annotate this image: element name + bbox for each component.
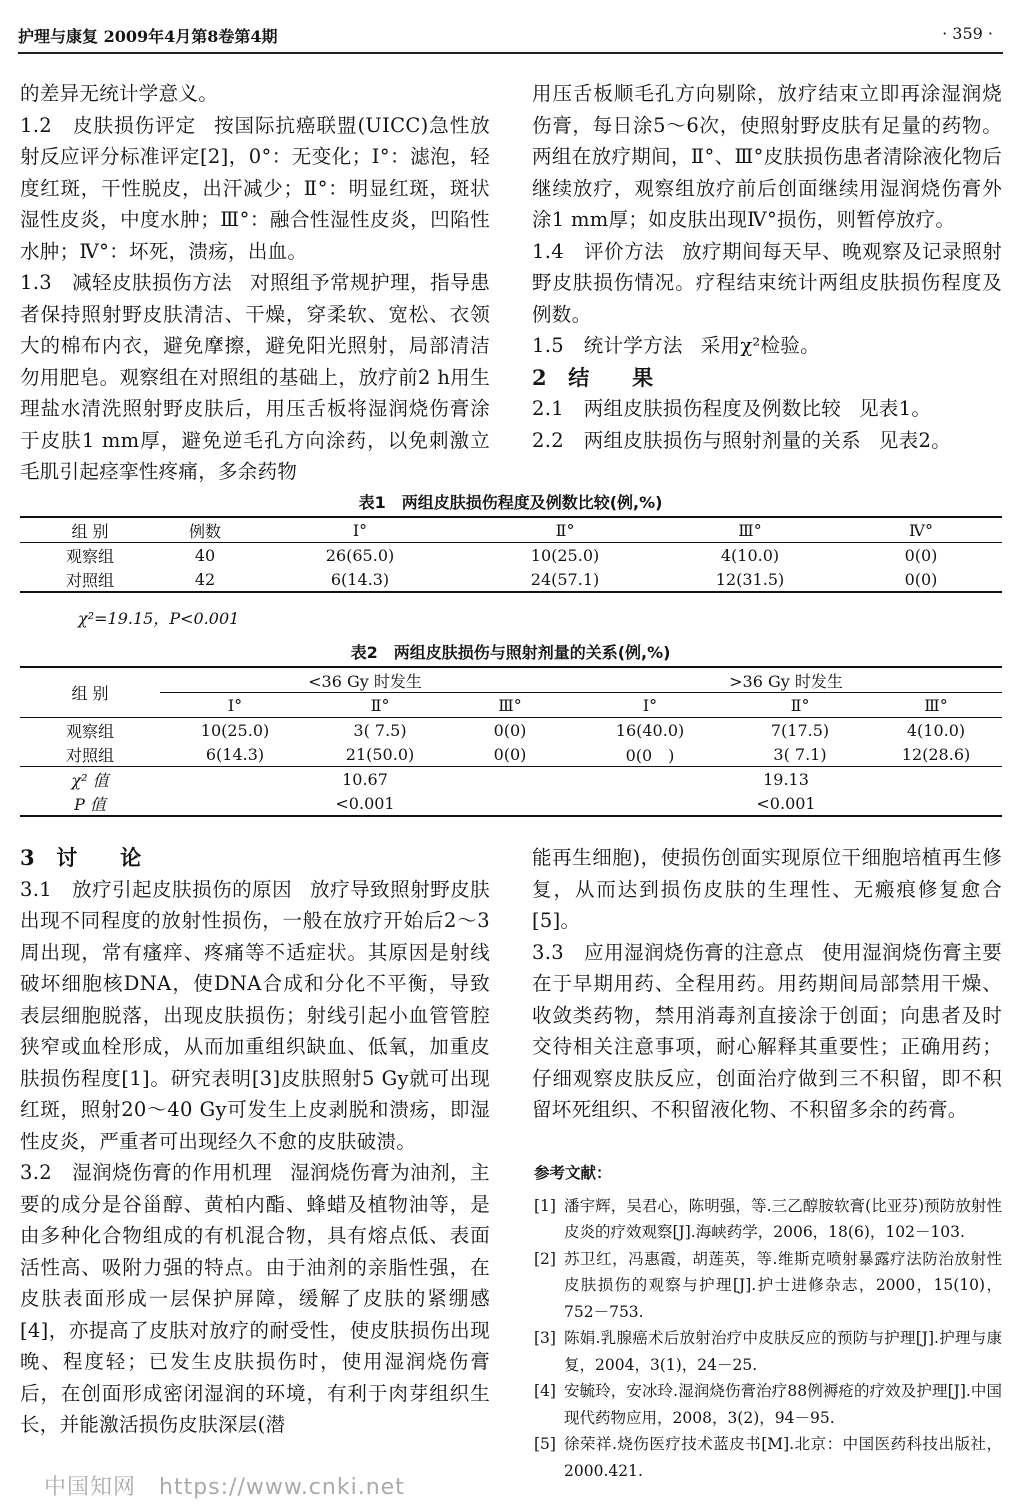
subsection-heading: 3.2 湿润烧伤膏的作用机理 — [20, 1161, 273, 1184]
section-2-2 — [532, 425, 1002, 457]
section-1-3 — [20, 267, 490, 488]
paragraph-body: 对照组予常规护理，指导患者保持照射野皮肤清洁、干燥，穿柔软、宽松、衣领大的棉布内衣，避免摩擦，避免阳光照射，局部清洁勿用肥皂。观察组在对照组的基础上，放疗前2 h用生理盐水清洗照射野皮肤后，用压舌板将湿润烧伤膏涂于皮肤1 mm厚，避免逆毛孔方向涂药，以免刺激立毛肌引起痉挛性疼痛，多余药物 — [20, 271, 490, 483]
right-column-bottom — [532, 842, 1002, 1126]
table-cell: 10(25.0) — [530, 545, 600, 565]
column-header: Ⅰ° — [227, 695, 243, 715]
paragraph-body: 采用χ²检验。 — [700, 334, 820, 357]
table-row — [20, 567, 1002, 592]
table-header-row — [20, 517, 1002, 543]
column-header: Ⅲ° — [498, 695, 522, 715]
table-cell: 24(57.1) — [530, 569, 600, 589]
reference-number: [5] — [534, 1435, 556, 1453]
table-cell: χ² 值 — [71, 770, 109, 790]
column-group-header: >36 Gy 时发生 — [570, 667, 1002, 693]
reference-text: 潘宇辉，吴君心，陈明强，等.三乙醇胺软膏(比亚芬)预防放射性皮炎的疗效观察[J].海峡药学，2006，18(6)，102－103. — [564, 1196, 1002, 1241]
table-1-note: χ²=19.15，P<0.001 — [78, 609, 240, 628]
table-cell: 21(50.0) — [345, 744, 415, 764]
watermark: 中国知网 https://www.cnki.net — [44, 1475, 405, 1500]
column-header: Ⅱ° — [370, 695, 390, 715]
table-2-caption: 表2 两组皮肤损伤与照射剂量的关系(例,%) — [350, 643, 671, 662]
column-header: 例数 — [188, 521, 221, 541]
references-heading: 参考文献： — [534, 1164, 612, 1182]
table-cell: 0(0 ) — [625, 745, 675, 765]
journal-title: 护理与康复 2009年4月第8卷第4期 — [18, 27, 278, 46]
reference-text: 安毓玲，安冰玲.湿润烧伤膏治疗88例褥疮的疗效及护理[J].中国现代药物应用，2008，3(2)，94－95. — [564, 1382, 1002, 1427]
paragraph-body: 使用湿润烧伤膏主要在于早期用药、全程用药。用药期间局部禁用干燥、收敛类药物，禁用消毒剂直接涂于创面；向患者及时交待相关注意事项，耐心解释其重要性；正确用药；仔细观察皮肤反应，创面治疗做到三不积留，即不积留坏死组织、不积留液化物、不积留多余的药膏。 — [532, 940, 1003, 1121]
subsection-heading: 1.5 统计学方法 — [532, 334, 683, 357]
subsection-heading: 1.3 减轻皮肤损伤方法 — [20, 271, 233, 294]
column-header: Ⅲ° — [924, 695, 948, 715]
column-header: Ⅱ° — [555, 520, 575, 540]
section-heading: 2 结 果 — [532, 364, 654, 390]
table-cell: 对照组 — [65, 745, 114, 765]
table-cell: 42 — [194, 569, 216, 589]
table-cell: 12(28.6) — [901, 744, 971, 764]
section-3-1 — [20, 874, 490, 1158]
paragraph-body: 湿润烧伤膏为油剂，主要的成分是谷甾醇、黄柏内酯、蜂蜡及植物油等，是由多种化合物组成的有机混合物，具有熔点低、表面活性高、吸附力强的特点。由于油剂的亲脂性强，在皮肤表面形成一层保护屏障，缓解了皮肤的紧绷感[4]，亦提高了皮肤对放疗的耐受性，使皮肤损伤出现晚、程度轻；已发生皮肤损伤时，使用湿润烧伤膏后，在创面形成密闭湿润的环境，有利于肉芽组织生长，并能激活损伤皮肤深层(潜 — [20, 1161, 490, 1436]
left-column-bottom — [20, 842, 490, 1441]
running-head — [18, 18, 1003, 54]
table-1-caption: 表1 两组皮肤损伤程度及例数比较(例,%) — [358, 493, 663, 512]
table-cell: 4(10.0) — [720, 545, 780, 565]
section-3-2 — [20, 1157, 490, 1441]
subsection-heading: 1.2 皮肤损伤评定 — [20, 113, 197, 137]
table-cell: <0.001 — [335, 793, 395, 813]
section-2-1 — [532, 393, 1002, 425]
paragraph-body: 按国际抗癌联盟(UICC)急性放射反应评分标准评定[2]，0°：无变化；Ⅰ°：滤泡，轻度红斑，干性脱皮，出汗减少；Ⅱ°：明显红斑，斑状湿性皮炎，中度水肿；Ⅲ°：融合性湿性皮炎，凹陷性水肿；Ⅳ°：坏死，溃疡，出血。 — [20, 113, 490, 263]
reference-text: 陈娟.乳腺癌术后放射治疗中皮肤反应的预防与护理[J].护理与康复，2004，3(1)，24－25. — [564, 1329, 1002, 1374]
table-1 — [20, 516, 1002, 593]
paragraph-body: 见表2。 — [878, 428, 952, 452]
left-column-top — [20, 78, 490, 488]
paragraph: 能再生细胞)，使损伤创面实现原位干细胞培植再生修复，从而达到损伤皮肤的生理性、无瘢痕修复愈合[5]。 — [532, 846, 1002, 932]
reference-item — [534, 1325, 1002, 1378]
column-header: 组 别 — [20, 667, 160, 718]
table-cell: 观察组 — [65, 721, 114, 741]
table-cell: 19.13 — [763, 769, 809, 789]
section-1-5 — [532, 330, 1002, 362]
section-1-4 — [532, 236, 1002, 331]
table-row — [20, 742, 1002, 767]
table-cell: 10(25.0) — [200, 720, 270, 740]
table-cell: 12(31.5) — [715, 569, 785, 589]
paragraph-body: 放疗期间每天早、晚观察及记录照射野皮肤损伤情况。疗程结束统计两组皮肤损伤程度及例数。 — [532, 239, 1002, 326]
table-row — [20, 543, 1002, 568]
table-row — [20, 718, 1002, 743]
section-3-3 — [532, 937, 1002, 1126]
reference-number: [2] — [534, 1249, 556, 1268]
column-header: Ⅱ° — [790, 695, 810, 715]
right-column-top — [532, 78, 1002, 456]
subsection-heading: 1.4 评价方法 — [532, 239, 665, 263]
table-cell: 6(14.3) — [205, 744, 265, 764]
table-cell: 4(10.0) — [906, 720, 966, 740]
column-header: Ⅰ° — [642, 695, 658, 715]
table-cell: 16(40.0) — [615, 720, 685, 740]
table-cell: P 值 — [74, 794, 106, 814]
reference-text: 徐荣祥.烧伤医疗技术蓝皮书[M].北京：中国医药科技出版社，2000.421. — [564, 1435, 1002, 1480]
subsection-heading: 2.2 两组皮肤损伤与照射剂量的关系 — [532, 428, 861, 452]
table-cell: 10.67 — [342, 769, 388, 789]
table-cell: 观察组 — [65, 546, 114, 566]
reference-item — [534, 1246, 1002, 1326]
reference-item — [534, 1378, 1002, 1431]
table-cell: 40 — [194, 545, 216, 565]
paragraph-body: 见表1。 — [859, 397, 932, 420]
subsection-heading: 2.1 两组皮肤损伤程度及例数比较 — [532, 397, 842, 420]
paragraph-body: 放疗导致照射野皮肤出现不同程度的放射性损伤，一般在放疗开始后2～3周出现，常有瘙痒、疼痛等不适症状。其原因是射线破坏细胞核DNA，使DNA合成和分化不平衡，导致表层细胞脱落，出现皮肤损伤；射线引起小血管管腔狭窄或血栓形成，从而加重组织缺血、低氧，加重皮肤损伤程度[1]。研究表明[3]皮肤照射5 Gy就可出现红斑，照射20～40 Gy可发生上皮剥脱和溃疡，即湿性皮炎，严重者可出现经久不愈的皮肤破溃。 — [20, 877, 491, 1153]
reference-number: [1] — [534, 1196, 556, 1215]
reference-number: [3] — [534, 1329, 556, 1347]
table-row — [20, 791, 1002, 816]
column-group-header: <36 Gy 时发生 — [160, 667, 570, 693]
subsection-heading: 3.1 放疗引起皮肤损伤的原因 — [20, 877, 293, 901]
table-cell: 3( 7.1) — [773, 744, 827, 764]
column-header: 组 别 — [71, 521, 109, 541]
table-row — [20, 767, 1002, 792]
table-header-row — [20, 667, 1002, 693]
table-cell: 0(0) — [904, 569, 938, 589]
table-subheader-row — [20, 693, 1002, 718]
column-header: Ⅰ° — [352, 520, 368, 540]
table-cell: 3( 7.5) — [353, 720, 407, 740]
table-2 — [20, 666, 1002, 817]
table-cell: 26(65.0) — [325, 545, 395, 565]
reference-item — [534, 1431, 1002, 1484]
paragraph: 的差异无统计学意义。 — [20, 82, 219, 105]
table-cell: 0(0) — [493, 744, 527, 764]
subsection-heading: 3.3 应用湿润烧伤膏的注意点 — [532, 940, 805, 964]
section-heading: 3 讨 论 — [20, 845, 142, 870]
page-number: · 359 · — [942, 24, 993, 43]
references — [534, 1160, 1002, 1484]
column-header: Ⅳ° — [909, 520, 933, 540]
reference-item — [534, 1193, 1002, 1246]
table-cell: 6(14.3) — [330, 569, 390, 589]
table-cell: 0(0) — [904, 545, 938, 565]
reference-number: [4] — [534, 1382, 556, 1400]
reference-text: 苏卫红，冯惠霞，胡莲英，等.维斯克喷射暴露疗法防治放射性皮肤损伤的观察与护理[J].护士进修杂志，2000，15(10)，752－753. — [564, 1249, 1002, 1321]
paragraph: 用压舌板顺毛孔方向剔除，放疗结束立即再涂湿润烧伤膏，每日涂5～6次，使照射野皮肤有足量的药物。两组在放疗期间，Ⅱ°、Ⅲ°皮肤损伤患者清除液化物后继续放疗，观察组放疗前后创面继续用湿润烧伤膏外涂1 mm厚；如皮肤出现Ⅳ°损伤，则暂停放疗。 — [532, 82, 1002, 231]
table-cell: <0.001 — [756, 793, 816, 813]
section-1-2 — [20, 110, 490, 268]
column-header: Ⅲ° — [738, 520, 762, 540]
table-cell: 7(17.5) — [770, 720, 830, 740]
table-cell: 0(0) — [493, 720, 527, 740]
table-cell: 对照组 — [65, 570, 114, 590]
